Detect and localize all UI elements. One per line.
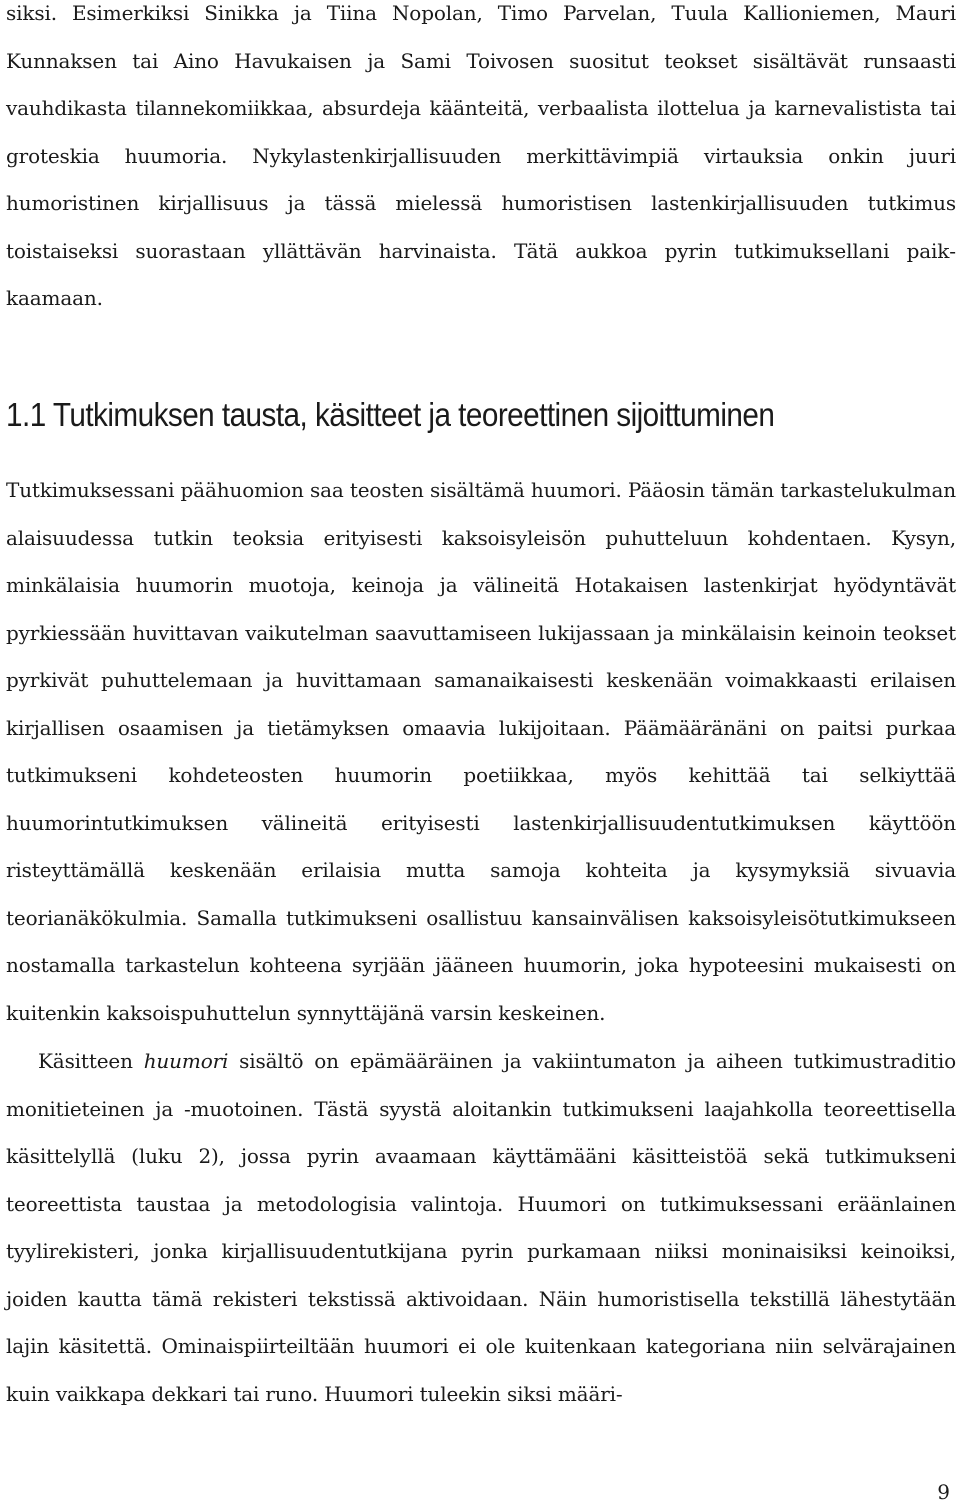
term-huumori: huumori — [143, 1049, 229, 1073]
paragraph-3-rest: sisältö on epämääräinen ja vakiintumaton ja aiheen tutkimustraditio monitieteinen ja -muotoinen. Tästä syystä aloitankin tutkimukseni laajahkolla teoreettisella käsittelyllä (luku 2), jossa pyrin avaamaan käyttämääni käsitteistöä sekä tutkimukseni teoreettista taustaa ja metodologisia valintoja. Huumori on tutkimuksessani eräänlainen tyylirekisteri, jonka kirjallisuudentutkijana pyrin purkamaan niiksi moninaisiksi keinoiksi, joiden kautta tämä rekisteri tekstissä aktivoidaan. Näin humoristisella tekstillä lähestytään lajin käsitettä. Ominaispiirteiltään huumori ei ole kuitenkaan kategoriana niin selvärajainen kuin vaikkapa dekkari tai runo. Huumori tuleekin siksi määri- — [6, 1049, 956, 1406]
paragraph-2: Tutkimuksessani päähuomion saa teosten sisältämä huumori. Pääosin tämän tarkastelukulman alaisuudessa tutkin teoksia erityisesti kaksoisyleisön puhutteluun kohdentaen. Kysyn, minkälaisia huumorin muotoja, keinoja ja välineitä Hotakaisen lastenkirjat hyödyntävät pyrkiessään huvittavan vaikutelman saavuttamiseen lukijassaan ja minkälaisin keinoin teokset pyrkivät puhuttelemaan ja huvittamaan samanaikaisesti keskenään voimakkaasti erilaisen kirjallisen osaamisen ja tietämyksen omaavia lukijoitaan. Päämääränäni on paitsi purkaa tutkimukseni kohdeteosten huumorin poetiikkaa, myös kehittää tai selkiyttää huumorintutkimuksen välineitä erityisesti lastenkirjallisuudentutkimuksen käyttöön risteyttämällä keskenään erilaisia mutta samoja kohteita ja kysymyksiä sivuavia teorianäkökulmia. Samalla tutkimukseni osallistuu kansainvälisen kaksoisyleisötutkimukseen nostamalla tarkastelun kohteena syrjään jääneen huumorin, joka hypoteesini mukaisesti on kuitenkin kaksoispuhuttelun synnyttäjänä varsin keskeinen. — [6, 478, 956, 1025]
paragraph-1: siksi. Esimerkiksi Sinikka ja Tiina Nopolan, Timo Parvelan, Tuula Kallioniemen, Mauri Kunnaksen tai Aino Havukaisen ja Sami Toivosen suositut teokset sisältävät runsaasti vauhdikasta tilannekomiikkaa, absurdeja käänteitä, verbaalista ilottelua ja karnevalistista tai groteskia huumoria. Nykylastenkirjallisuuden merkittävimpiä virtauksia onkin juuri humoristinen kirjallisuus ja tässä mielessä humoristisen lastenkirjallisuuden tutkimus toistaiseksi suorastaan yllättävän harvinaista. Tätä aukkoa pyrin tutkimuksellani paikkaamaan. — [6, 1, 956, 310]
paragraph-3-start: Käsitteen — [38, 1049, 144, 1073]
paragraph-3 — [6, 1038, 956, 1418]
page-number: 9 — [937, 1480, 950, 1504]
section-heading: 1.1 Tutkimuksen tausta, käsitteet ja teoreettinen sijoittuminen — [6, 396, 775, 433]
